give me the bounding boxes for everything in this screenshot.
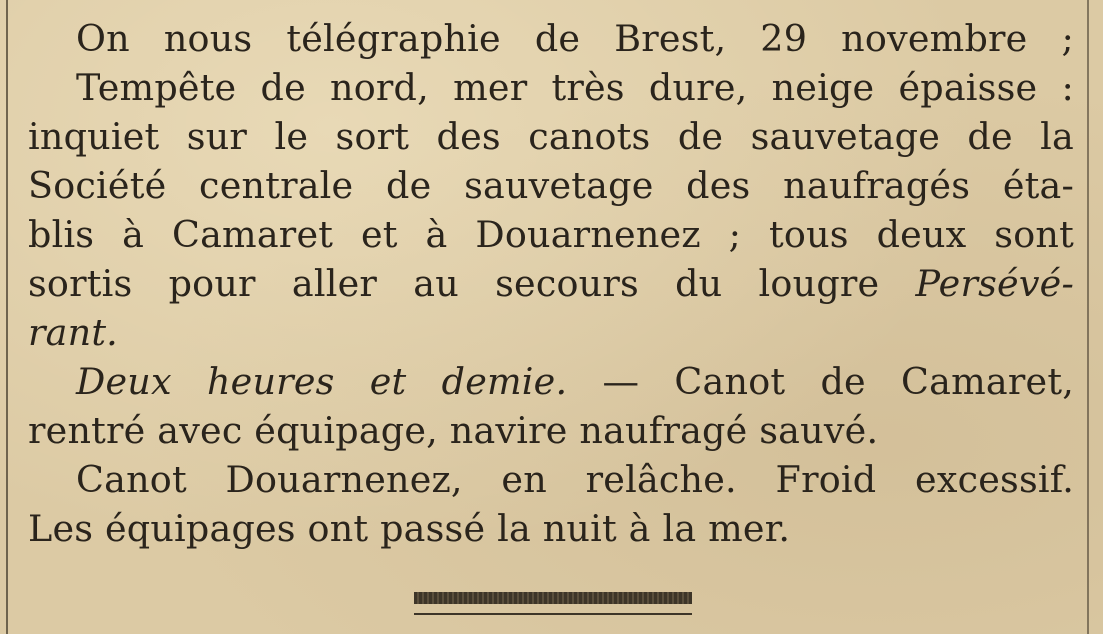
text-line bbox=[28, 259, 1074, 308]
text-line: rentré avec équipage, navire naufragé sauvé. bbox=[28, 409, 879, 452]
dateline: On nous télégraphie de Brest, 29 novembre ; bbox=[76, 17, 1074, 60]
text-segment: — Canot de Camaret, bbox=[567, 360, 1074, 403]
separator-thick bbox=[414, 592, 692, 604]
text-line: Les équipages ont passé la nuit à la mer. bbox=[28, 507, 791, 550]
time-heading: Deux heures et demie. bbox=[76, 360, 568, 403]
separator-thin bbox=[414, 613, 692, 615]
left-column-rule bbox=[6, 0, 8, 634]
text-line: Société centrale de sauvetage des naufragés éta- bbox=[28, 164, 1074, 207]
text-line: Canot Douarnenez, en relâche. Froid excessif. bbox=[76, 458, 1074, 501]
ship-name-end: rant. bbox=[28, 311, 118, 354]
text-line: blis à Camaret et à Douarnenez ; tous deux sont bbox=[28, 213, 1074, 256]
right-column-rule bbox=[1087, 0, 1089, 634]
text-line: inquiet sur le sort des canots de sauvetage de la bbox=[28, 115, 1074, 158]
text-line: Tempête de nord, mer très dure, neige épaisse : bbox=[76, 66, 1074, 109]
text-line bbox=[28, 357, 1074, 406]
text-line bbox=[28, 308, 1074, 357]
ship-name: Persévé- bbox=[915, 262, 1074, 305]
article-column bbox=[28, 14, 1074, 553]
text-segment: sortis pour aller au secours du lougre bbox=[28, 262, 880, 305]
